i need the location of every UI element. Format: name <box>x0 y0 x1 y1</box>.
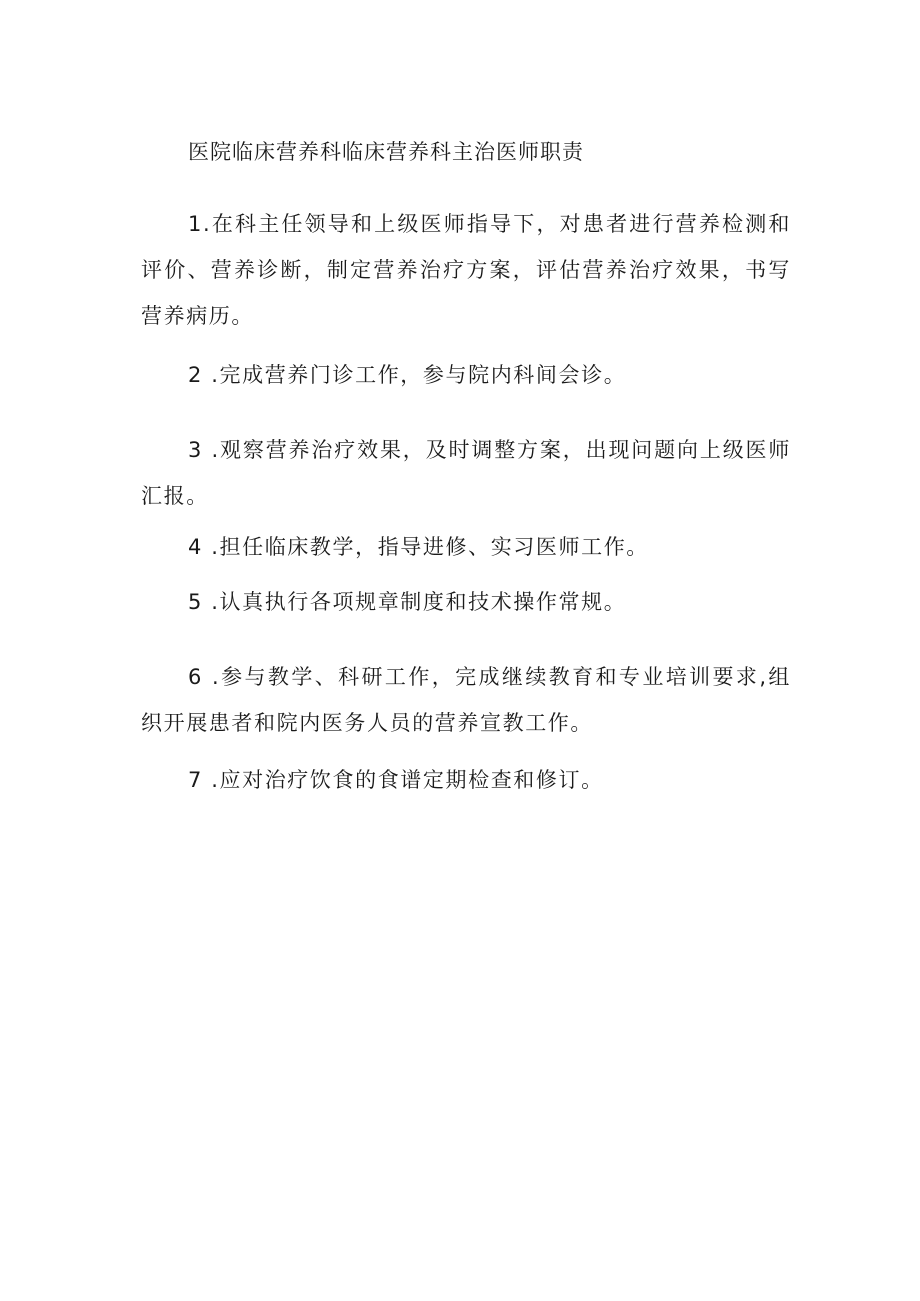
duty-item-2: 2 .完成营养门诊工作，参与院内科间会诊。 <box>188 363 627 387</box>
duty-item-4: 4 .担任临床教学，指导进修、实习医师工作。 <box>188 535 649 559</box>
duty-item-1: 1.在科主任领导和上级医师指导下，对患者进行营养检测和评价、营养诊断，制定营养治疗方案，评估营养治疗效果，书写营养病历。 <box>141 212 791 328</box>
duty-item-3: 3 .观察营养治疗效果，及时调整方案，出现问题向上级医师汇报。 <box>141 438 791 508</box>
duty-item-6: 6 .参与教学、科研工作，完成继续教育和专业培训要求,组织开展患者和院内医务人员的营养宣教工作。 <box>141 665 791 735</box>
duty-item-5: 5 .认真执行各项规章制度和技术操作常规。 <box>188 590 627 614</box>
duty-item-7: 7 .应对治疗饮食的食谱定期检查和修订。 <box>188 768 604 792</box>
document-title: 医院临床营养科临床营养科主治医师职责 <box>188 140 584 164</box>
